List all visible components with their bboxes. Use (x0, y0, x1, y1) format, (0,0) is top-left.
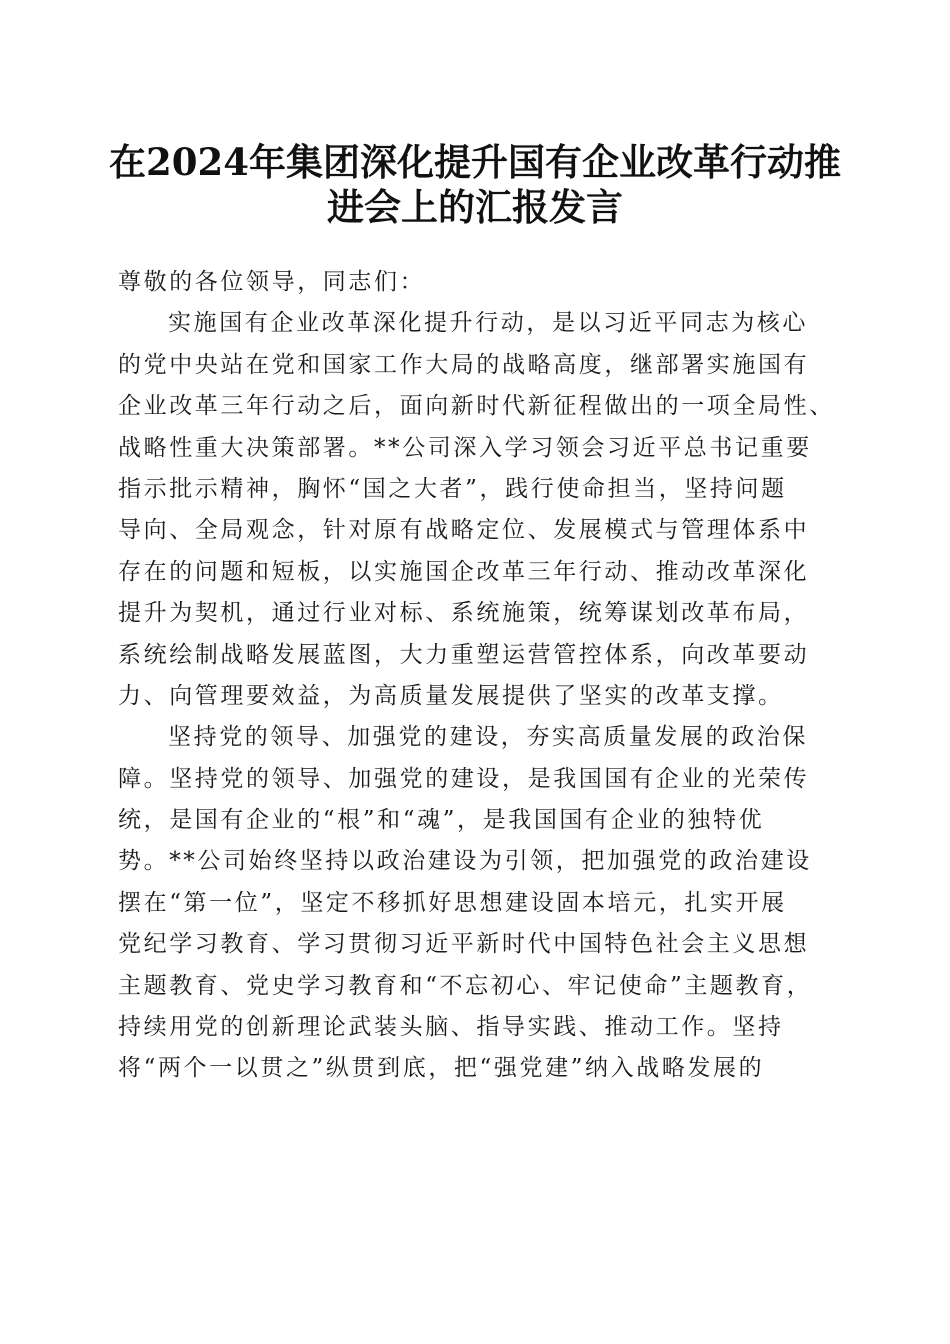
paragraph-line: 指示批示精神，胸怀“国之大者”，践行使命担当，坚持问题 (118, 475, 787, 502)
paragraph-line: 将“两个一以贯之”纵贯到底，把“强党建”纳入战略发展的 (118, 1055, 765, 1082)
paragraph-line: 系统绘制战略发展蓝图，大力重塑运营管控体系，向改革要动 (118, 641, 810, 668)
paragraph-line: 实施国有企业改革深化提升行动，是以习近平同志为核心 (168, 310, 808, 337)
paragraph-line: 坚持党的领导、加强党的建设，夯实高质量发展的政治保 (168, 724, 808, 751)
paragraph-2 (118, 717, 848, 1090)
paragraph-line: 战略性重大决策部署。**公司深入学习领会习近平总书记重要 (118, 434, 812, 461)
paragraph-line: 力、向管理要效益，为高质量发展提供了坚实的改革支撑。 (118, 682, 784, 709)
paragraph-line: 障。坚持党的领导、加强党的建设，是我国国有企业的光荣传 (118, 765, 810, 792)
document-title (100, 140, 850, 230)
paragraph-line: 导向、全局观念，针对原有战略定位、发展模式与管理体系中 (118, 517, 810, 544)
paragraph-1 (118, 303, 848, 717)
paragraph-line: 存在的问题和短板，以实施国企改革三年行动、推动改革深化 (118, 558, 810, 585)
paragraph-line: 提升为契机，通过行业对标、系统施策，统筹谋划改革布局， (118, 600, 810, 627)
paragraph-line: 主题教育、党史学习教育和“不忘初心、牢记使命”主题教育， (118, 972, 813, 999)
paragraph-line: 持续用党的创新理论武装头脑、指导实践、推动工作。坚持 (118, 1014, 784, 1041)
paragraph-line: 的党中央站在党和国家工作大局的战略高度，继部署实施国有 (118, 351, 810, 378)
paragraph-line: 统，是国有企业的“根”和“魂”，是我国国有企业的独特优 (118, 807, 765, 834)
title-line: 进会上的汇报发言 (327, 185, 623, 229)
paragraph-line: 党纪学习教育、学习贯彻习近平新时代中国特色社会主义思想 (118, 931, 810, 958)
salutation: 尊敬的各位领导，同志们： (118, 269, 426, 295)
document-body (118, 262, 848, 1090)
paragraph-line: 摆在“第一位”，坚定不移抓好思想建设固本培元，扎实开展 (118, 889, 787, 916)
paragraph-line: 企业改革三年行动之后，面向新时代新征程做出的一项全局性、 (118, 393, 835, 420)
title-line: 在2024年集团深化提升国有企业改革行动推 (109, 140, 841, 184)
paragraph-line: 势。**公司始终坚持以政治建设为引领，把加强党的政治建设 (118, 848, 812, 875)
